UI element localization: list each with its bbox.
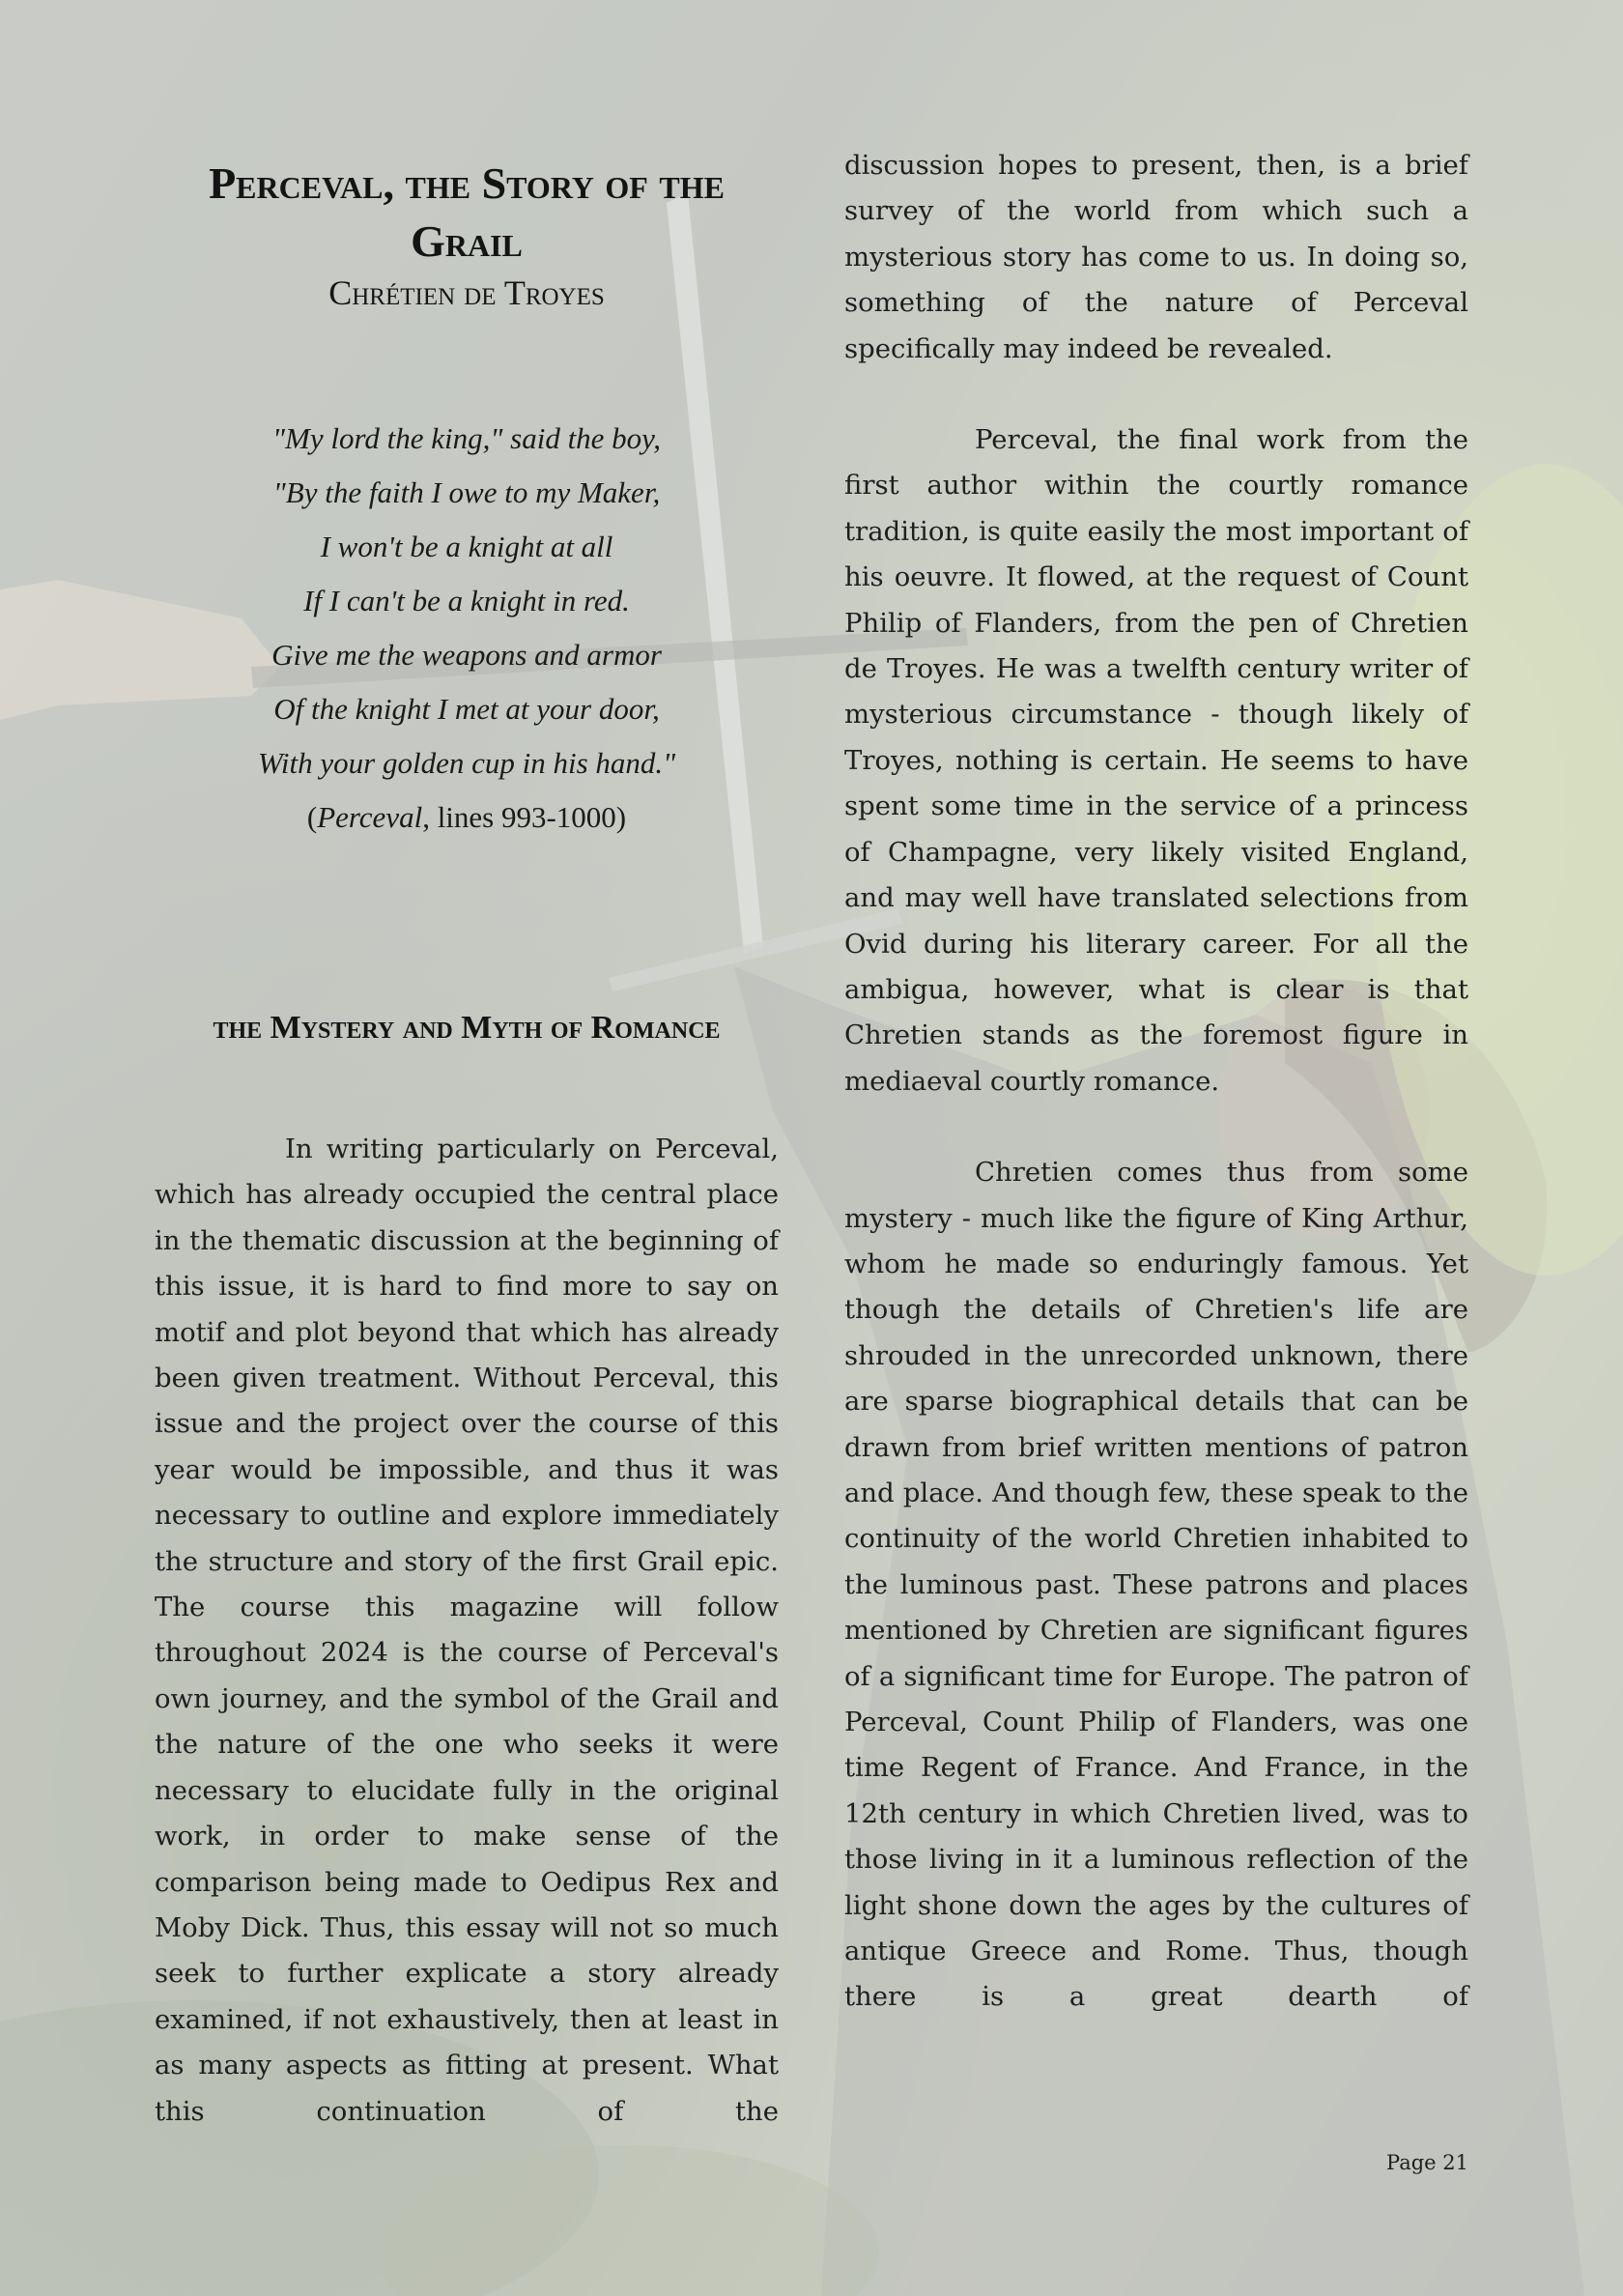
citation-open: ( [306, 800, 318, 834]
article-author: Chrétien de Troyes [328, 273, 605, 312]
poem-citation [155, 790, 779, 845]
poem-line: Of the knight I met at your door, [273, 692, 660, 726]
right-column [844, 143, 1468, 2021]
body-paragraph: Chretien comes thus from some mystery - much like the figure of King Arthur, whom he made so enduringly famous. Yet though the details of Chretien's life are shrouded in the unrecorded unknown, there are sparse biographical details that can be drawn from brief written mentions of patron and place. And though few, these speak to the continuity of the world Chretien inhabited to the luminous past. These patrons and places mentioned by Chretien are significant figures of a significant time for Europe. The patron of Perceval, Count Philip of Flanders, was one time Regent of France. And France, in the 12th century in which Chretien lived, was to those living in it a luminous reflection of the light shone down the ages by the cultures of antique Greece and Rome. Thus, though there is a great dearth of [844, 1157, 1468, 2013]
body-paragraph: In writing particularly on Perceval, which has already occupied the central place in the thematic discussion at the beginning of this issue, it is hard to find more to say on motif and plot beyond that which has already been given treatment. Without Perceval, this issue and the project over the course of this year would be impossible, and thus it was necessary to outline and explore immediately the structure and story of the first Grail epic. The course this magazine will follow throughout 2024 is the course of Perceval's own journey, and the symbol of the Grail and the nature of the one who seeks it were necessary to elucidate fully in the original work, in order to make sense of the comparison being made to Oedipus Rex and Moby Dick. Thus, this essay will not so much seek to further explicate a story already examined, if not exhaustively, then at least in as many aspects as fitting at present. What this continuation of the [155, 1134, 779, 2127]
left-column [155, 155, 779, 2135]
section-title: the Mystery and Myth of Romance [213, 1010, 721, 1046]
poem-line: Give me the weapons and armor [271, 638, 662, 672]
poem-line: "My lord the king," said the boy, [272, 421, 661, 455]
poem-line: "By the faith I owe to my Maker, [272, 475, 661, 509]
body-paragraph: Perceval, the final work from the first author within the courtly romance tradition, is quite easily the most important of his oeuvre. It flowed, at the request of Count Philip of Flanders, from the pen of Chretien de Troyes. He was a twelfth century writer of mysterious circumstance - though likely of Troyes, nothing is certain. He seems to have spent some time in the service of a princess of Champagne, very likely visited England, and may well have translated selections from Ovid during his literary career. For all the ambigua, however, what is clear is that Chretien stands as the foremost figure in mediaeval courtly romance. [844, 424, 1468, 1097]
page-number: Page 21 [1386, 2151, 1468, 2174]
poem-line: I won't be a knight at all [320, 530, 613, 563]
body-paragraph: discussion hopes to present, then, is a brief survey of the world from which such a mysterious story has come to us. In doing so, something of the nature of Perceval specifically may indeed be revealed. [844, 150, 1468, 364]
poem-line: If I can't be a knight in red. [303, 584, 630, 617]
poem-line: With your golden cup in his hand." [257, 746, 676, 780]
article-title: Perceval, the Story of the Grail [209, 158, 725, 266]
epigraph-poem [155, 412, 779, 845]
citation-lines: , lines 993-1000) [422, 800, 627, 834]
citation-work: Perceval [317, 800, 423, 834]
